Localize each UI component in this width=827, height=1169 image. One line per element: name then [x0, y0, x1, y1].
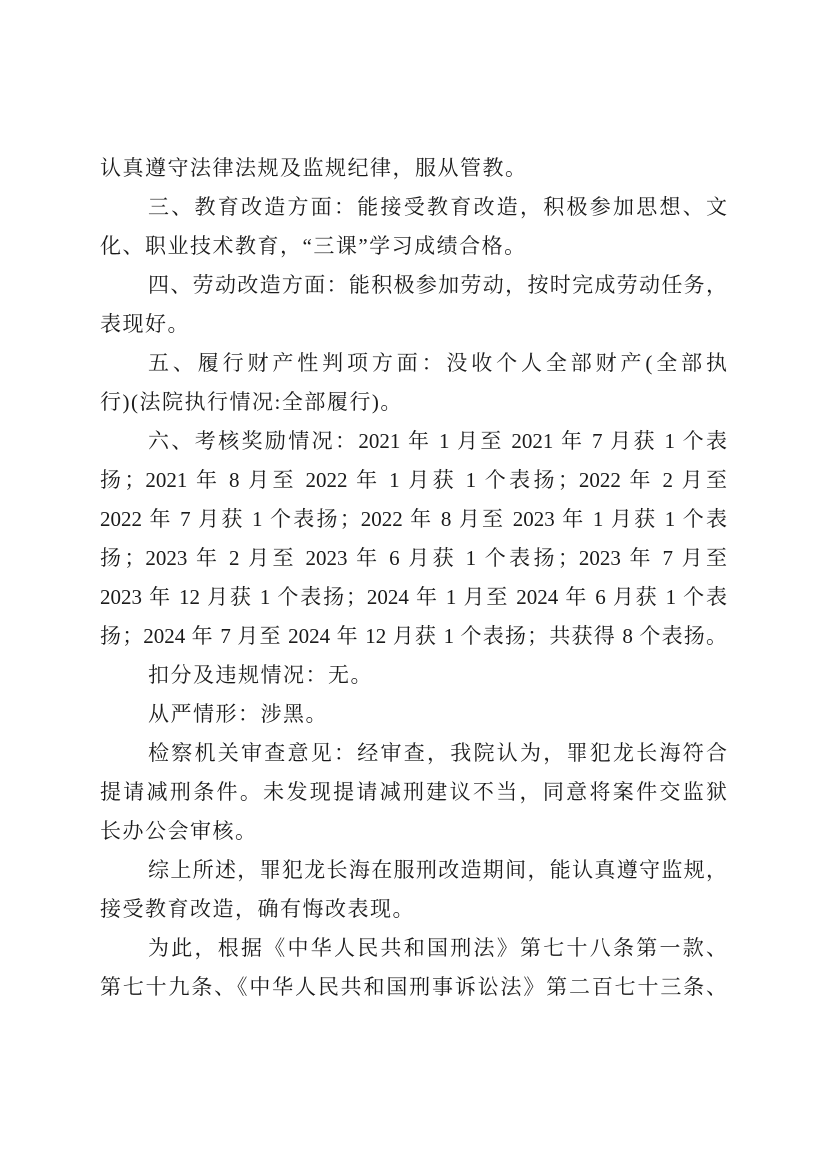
text-line: 提请减刑条件。未发现提请减刑建议不当，同意将案件交监狱 [100, 780, 727, 804]
text-line: 综上所述，罪犯龙长海在服刑改造期间，能认真遵守监规， [148, 858, 727, 882]
text-line: 第七十九条、《中华人民共和国刑事诉讼法》第二百七十三条、 [100, 975, 727, 999]
text-line: 六、考核奖励情况：2021 年 1 月至 2021 年 7 月获 1 个表 [148, 429, 727, 453]
text-line: 扬；2023 年 2 月至 2023 年 6 月获 1 个表扬；2023 年 7 月至 [100, 546, 727, 570]
text-line: 接受教育改造，确有悔改表现。 [100, 897, 415, 921]
text-line: 三、教育改造方面：能接受教育改造，积极参加思想、文 [148, 195, 727, 219]
text-line: 2022 年 7 月获 1 个表扬；2022 年 8 月至 2023 年 1 月获 1 个表 [100, 507, 727, 531]
text-line: 四、劳动改造方面：能积极参加劳动，按时完成劳动任务， [148, 273, 727, 297]
text-line: 扣分及违规情况：无。 [148, 663, 373, 687]
text-line: 表现好。 [100, 312, 190, 336]
text-line: 五、履行财产性判项方面：没收个人全部财产(全部执 [148, 351, 727, 375]
text-line: 行)(法院执行情况:全部履行)。 [100, 390, 403, 414]
text-line: 2023 年 12 月获 1 个表扬；2024 年 1 月至 2024 年 6 月获 1 个表 [100, 585, 727, 609]
text-line: 从严情形：涉黑。 [148, 702, 328, 726]
text-line: 扬；2024 年 7 月至 2024 年 12 月获 1 个表扬；共获得 8 个表扬。 [100, 624, 727, 648]
text-line: 长办公会审核。 [100, 819, 258, 843]
text-line: 为此，根据《中华人民共和国刑法》第七十八条第一款、 [148, 936, 727, 960]
text-line: 化、职业技术教育，“三课”学习成绩合格。 [100, 234, 527, 258]
document-body [100, 149, 727, 1007]
text-line: 扬；2021 年 8 月至 2022 年 1 月获 1 个表扬；2022 年 2 月至 [100, 468, 727, 492]
text-line: 检察机关审查意见：经审查，我院认为，罪犯龙长海符合 [148, 741, 727, 765]
text-line: 认真遵守法律法规及监规纪律，服从管教。 [100, 156, 528, 180]
